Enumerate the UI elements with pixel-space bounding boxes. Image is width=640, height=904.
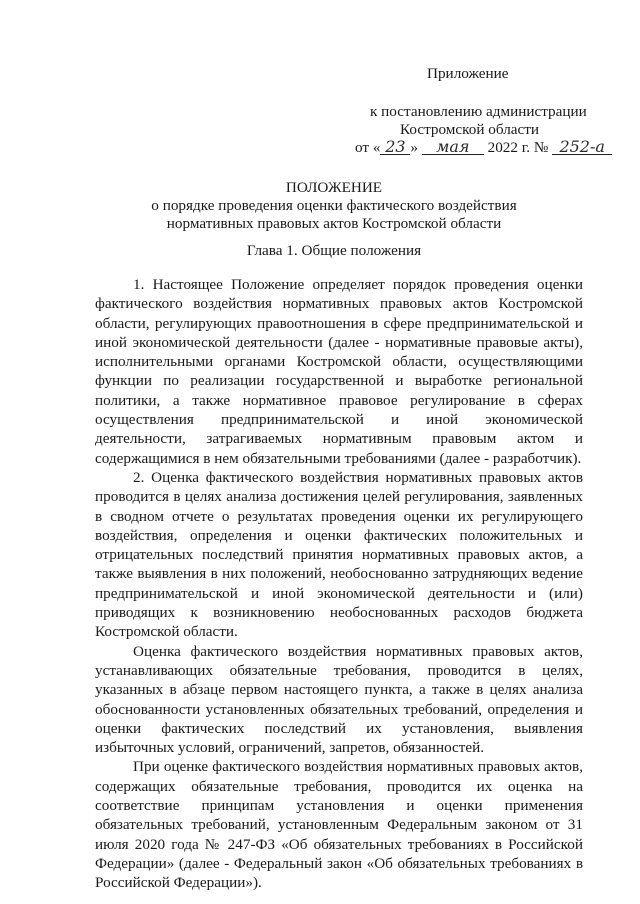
document-subtitle-line-1: о порядке проведения оценки фактического воздействия: [151, 197, 517, 214]
resolution-number-handwritten: 252-а: [552, 140, 612, 155]
resolution-reference: к постановлению администрации: [370, 103, 587, 120]
date-mid: »: [410, 139, 419, 156]
date-prefix: от «: [355, 139, 381, 156]
paragraph-2: 2. Оценка фактического воздействия нормативных правовых актов проводится в целях анализа достижения целей регулирования, заявленных в сводном отчете о результатах проведения оценки их регулирующего воздействия, определения и оценки фактических положительных и отрицательных последствий принятия нормативных правовых актов, а также выявления в них положений, необоснованно затрудняющих ведение предпринимательской и иной экономической деятельности и (или) приводящих к возникновению необоснованных расходов бюджета Костромской области.: [95, 468, 583, 641]
paragraph-3: Оценка фактического воздействия нормативных правовых актов, устанавливающих обязательные требования, проводится в целях, указанных в абзаце первом настоящего пункта, а также в целях анализа обоснованности установленных обязательных требований, определения и оценки фактических последствий их установления, выявления избыточных условий, ограничений, запретов, обязанностей.: [95, 642, 583, 757]
date-year: 2022 г. №: [487, 139, 549, 156]
document-subtitle-line-2: нормативных правовых актов Костромской области: [166, 215, 502, 232]
chapter-heading: Глава 1. Общие положения: [246, 242, 422, 259]
resolution-date-line: [355, 138, 612, 157]
paragraph-1: 1. Настоящее Положение определяет порядок проведения оценки фактического воздействия нормативных правовых актов Костромской области, регулирующих правоотношения в сфере предпринимательской и иной экономической деятельности (далее - нормативные правовые акты), исполнительными органами Костромской области, осуществляющими функции по реализации государственной и выработке региональной политики, а также нормативное правовое регулирование в сферах осуществления предпринимательской и иной экономической деятельности, затрагиваемых нормативным правовым актом и содержащимися в нем обязательными требованиями (далее - разработчик).: [95, 276, 583, 467]
date-day-handwritten: 23: [380, 140, 410, 155]
document-body: [95, 275, 583, 893]
paragraph-4: При оценке фактического воздействия нормативных правовых актов, содержащих обязательные требования, проводится их оценка на соответствие принципам установления и оценки применения обязательных требований, установленным Федеральным законом от 31 июля 2020 года № 247-ФЗ «Об обязательных требованиях в Российской Федерации» (далее - Федеральный закон «Об обязательных требованиях в Российской Федерации»).: [95, 758, 583, 892]
date-month-handwritten: мая: [422, 140, 484, 155]
document-title: ПОЛОЖЕНИЕ: [285, 179, 383, 196]
appendix-label: Приложение: [427, 65, 509, 82]
region-name: Костромской области: [400, 121, 540, 138]
